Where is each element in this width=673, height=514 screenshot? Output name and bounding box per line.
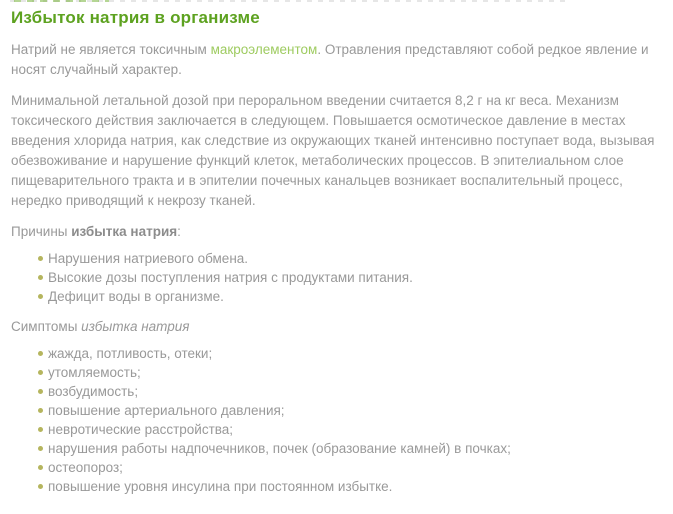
- bullet-icon: [38, 370, 43, 375]
- bullet-icon: [38, 389, 43, 394]
- bullet-icon: [38, 484, 43, 489]
- list-item-text: Нарушения натриевого обмена.: [48, 251, 249, 266]
- list-item: [11, 268, 662, 287]
- causes-list: [11, 249, 662, 306]
- causes-heading-suffix: :: [177, 224, 181, 239]
- list-item-text: повышение уровня инсулина при постоянном избытке.: [48, 479, 393, 494]
- list-item: [11, 439, 662, 458]
- list-item: [11, 344, 662, 363]
- list-item-text: Высокие дозы поступления натрия с продуктами питания.: [48, 270, 413, 285]
- macroelement-link[interactable]: макроэлементом: [210, 42, 318, 57]
- page-title: Избыток натрия в организме: [11, 8, 260, 27]
- list-item-text: нарушения работы надпочечников, почек (образование камней) в почках;: [48, 441, 511, 456]
- list-item-text: остеопороз;: [48, 460, 123, 475]
- list-item: [11, 287, 662, 306]
- bullet-icon: [38, 256, 43, 261]
- intro-paragraph: [11, 40, 662, 80]
- list-item: [11, 363, 662, 382]
- list-item: [11, 401, 662, 420]
- list-item-text: повышение артериального давления;: [48, 403, 285, 418]
- cropped-green-text-artifact: [14, 0, 109, 2]
- symptoms-list: [11, 344, 662, 496]
- list-item: [11, 249, 662, 268]
- symptoms-heading-prefix: Симптомы: [11, 319, 82, 334]
- bullet-icon: [38, 446, 43, 451]
- mechanism-paragraph: Минимальной летальной дозой при пероральном введении считается 8,2 г на кг веса. Механизм токсического действия заключается в следующем. Повышается осмотическое давление в местах введения хлорида натрия, как следствие из окружающих тканей интенсивно поступает вода, вызывая обезвоживание и нарушение функций клеток, метаболических процессов. В эпителиальном слое пищеварительного тракта и в эпителии почечных канальцев возникает воспалительный процесс, нередко приводящий к некрозу тканей.: [11, 93, 655, 208]
- causes-heading: [11, 222, 662, 242]
- bullet-icon: [38, 465, 43, 470]
- list-item: [11, 458, 662, 477]
- list-item: [11, 382, 662, 401]
- list-item-text: невротические расстройства;: [48, 422, 234, 437]
- list-item: [11, 420, 662, 439]
- list-item: [11, 477, 662, 496]
- intro-text-before-link: Натрий не является токсичным: [11, 42, 211, 57]
- symptoms-heading-term: избытка натрия: [81, 319, 190, 334]
- list-item-text: жажда, потливость, отеки;: [48, 346, 213, 361]
- cropped-text-artifact: [10, 0, 570, 2]
- intro-text-after-link: . Отравления представляют собой редкое явление и носят случайный характер.: [11, 42, 649, 77]
- causes-heading-prefix: Причины: [11, 224, 72, 239]
- list-item-text: утомляемость;: [48, 365, 141, 380]
- bullet-icon: [38, 294, 43, 299]
- causes-heading-term: избытка натрия: [71, 224, 178, 239]
- bullet-icon: [38, 351, 43, 356]
- symptoms-heading: [11, 317, 662, 337]
- bullet-icon: [38, 275, 43, 280]
- bullet-icon: [38, 408, 43, 413]
- list-item-text: Дефицит воды в организме.: [48, 289, 224, 304]
- bullet-icon: [38, 427, 43, 432]
- list-item-text: возбудимость;: [48, 384, 139, 399]
